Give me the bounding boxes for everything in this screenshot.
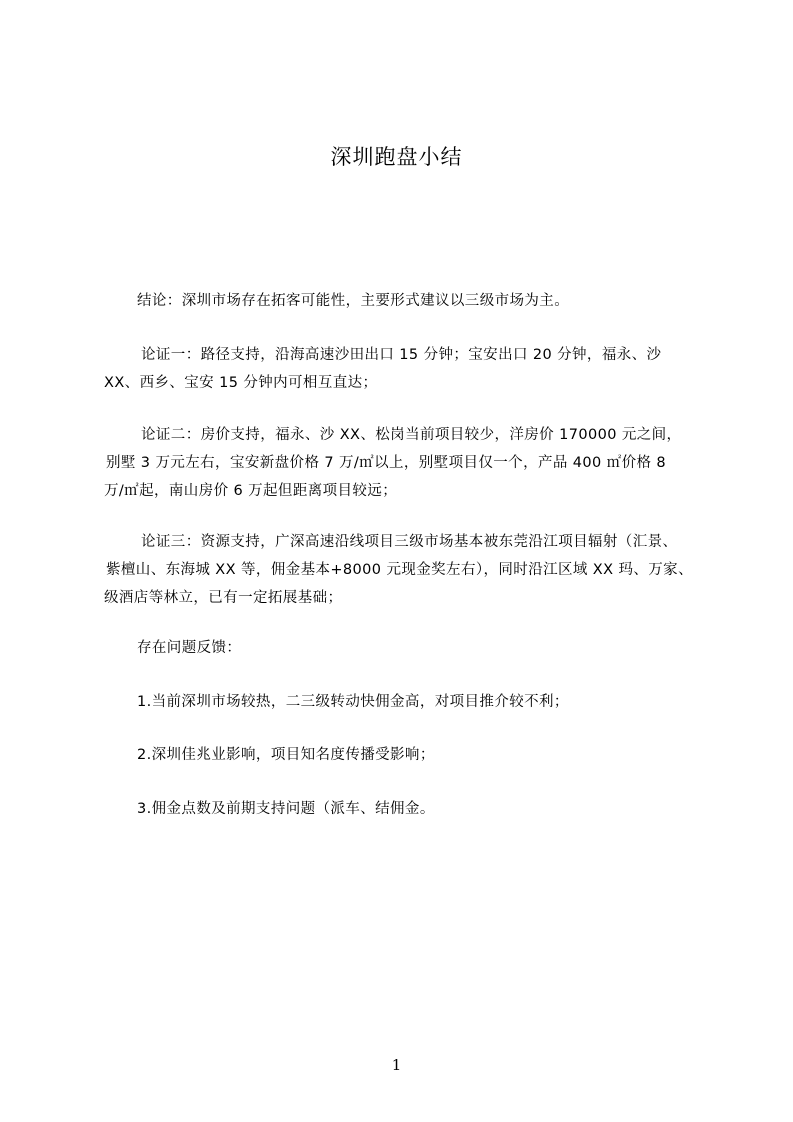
- argument-one-paragraph: [104, 341, 704, 397]
- argument-three-paragraph: [104, 528, 704, 612]
- issue-item: [104, 795, 704, 823]
- argument-two-line-1: 论证二：房价支持，福永、沙 XX、松岗当前项目较少，洋房价 170000 元之间，: [141, 427, 682, 443]
- page-number: 1: [391, 1056, 402, 1074]
- issue-item: [104, 741, 704, 769]
- argument-three-line-2: 紫檀山、东海城 XX 等，佣金基本+8000 元现金奖左右），同时沿江区域 XX 玛、万家、: [106, 562, 693, 578]
- argument-two-line-3: 万/㎡起，南山房价 6 万起但距离项目较远；: [104, 483, 398, 499]
- conclusion-text: 结论：深圳市场存在拓客可能性，主要形式建议以三级市场为主。: [137, 293, 570, 309]
- issue-item-2: 2.深圳佳兆业影响，项目知名度传播受影响；: [137, 747, 435, 763]
- issues-heading-paragraph: [104, 634, 704, 662]
- argument-three-line-3: 级酒店等林立，已有一定拓展基础；: [104, 590, 343, 606]
- argument-one-line-2: XX、西乡、宝安 15 分钟内可相互直达；: [104, 375, 378, 391]
- issue-item-1: 1.当前深圳市场较热，二三级转动快佣金高，对项目推介较不利；: [137, 694, 569, 710]
- issues-heading: 存在问题反馈：: [137, 640, 242, 656]
- issue-item-3: 3.佣金点数及前期支持问题（派车、结佣金。: [137, 801, 435, 817]
- argument-two-paragraph: [104, 421, 704, 505]
- document-title: 深圳跑盘小结: [330, 145, 463, 169]
- argument-three-line-1: 论证三：资源支持，广深高速沿线项目三级市场基本被东莞沿江项目辐射（汇景、: [141, 534, 678, 550]
- argument-one-line-1: 论证一：路径支持，沿海高速沙田出口 15 分钟；宝安出口 20 分钟，福永、沙: [141, 347, 662, 363]
- conclusion-paragraph: [104, 287, 704, 315]
- argument-two-line-2: 别墅 3 万元左右，宝安新盘价格 7 万/㎡以上，别墅项目仅一个，产品 400 ㎡价格 8: [106, 455, 666, 471]
- issue-item: [104, 688, 704, 716]
